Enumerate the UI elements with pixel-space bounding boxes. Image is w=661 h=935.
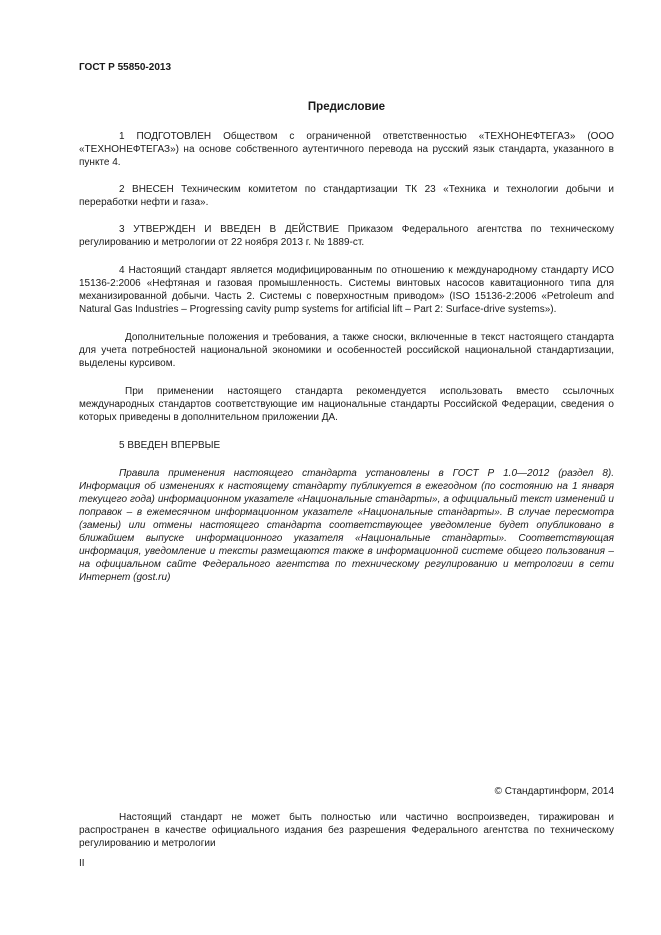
paragraph-additional-provisions: Дополнительные положения и требования, а также сноски, включенные в текст настоящего стандарта для учета потребностей национальной экономики и особенностей российской национальной стандартизации, выделены курсивом. (79, 332, 614, 369)
paragraph-approved: 3 УТВЕРЖДЕН И ВВЕДЕН В ДЕЙСТВИЕ Приказом Федерального агентства по техническому регулированию и метрологии от 22 ноября 2013 г. № 1889-ст. (79, 224, 614, 248)
paragraph-reference-standards: При применении настоящего стандарта рекомендуется использовать вместо ссылочных международных стандартов соответствующие им национальные стандарты Российской Федерации, сведения о которых приведены в дополнительном приложении ДА. (79, 386, 614, 423)
paragraph-application-rules: Правила применения настоящего стандарта установлены в ГОСТ Р 1.0—2012 (раздел 8). Информация об изменениях к настоящему стандарту публикуется в ежегодном (по состоянию на 1 января текущего года) информационном указателе «Национальные стандарты», а официальный текст изменений и поправок – в ежемесячном информационном указателе «Национальные стандарты». В случае пересмотра (замены) или отмены настоящего стандарта соответствующее уведомление будет опубликовано в ближайшем выпуске информационного указателя «Национальные стандарты». Соответствующая информация, уведомление и тексты размещаются также в информационной системе общего пользования – на официальном сайте Федерального агентства по техническому регулированию и метрологии в сети Интернет (gost.ru) (79, 468, 614, 583)
page-header-doc-code: ГОСТ Р 55850-2013 (79, 62, 172, 73)
foreword-body (79, 130, 614, 584)
paragraph-submitted-by: 2 ВНЕСЕН Техническим комитетом по стандартизации ТК 23 «Техника и технологии добычи и переработки нефти и газа». (79, 184, 614, 208)
copyright-line: © Стандартинформ, 2014 (494, 786, 614, 797)
reproduction-notice: Настоящий стандарт не может быть полностью или частично воспроизведен, тиражирован и распространен в качестве официального издания без разрешения Федерального агентства по техническому регулированию и метрологии (79, 812, 614, 849)
page-title: Предисловие (307, 101, 386, 113)
paragraph-modified-standard: 4 Настоящий стандарт является модифицированным по отношению к международному стандарту ИСО 15136-2:2006 «Нефтяная и газовая промышленность. Системы винтовых насосов кавитационного типа для механизированной добычи. Часть 2. Системы с поверхностным приводом» (ISO 15136-2:2006 «Petroleum and Natural Gas Industries – Progressing cavity pump systems for artificial lift – Part 2: Surface-drive systems»). (79, 265, 614, 315)
page-number: II (79, 858, 85, 869)
paragraph-first-introduced: 5 ВВЕДЕН ВПЕРВЫЕ (119, 440, 221, 451)
paragraph-prepared-by: 1 ПОДГОТОВЛЕН Обществом с ограниченной ответственностью «ТЕХНОНЕФТЕГАЗ» (ООО «ТЕХНОНЕФТЕГАЗ») на основе собственного аутентичного перевода на русский язык стандарта, указанного в пункте 4. (79, 131, 614, 168)
